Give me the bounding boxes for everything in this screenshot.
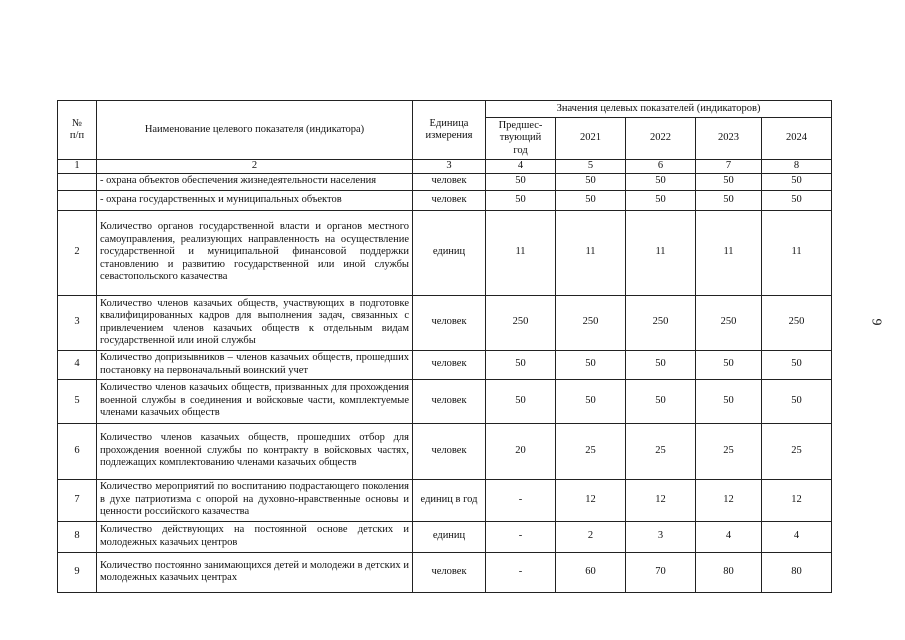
row-value: 25 bbox=[696, 423, 762, 479]
row-value: 12 bbox=[556, 479, 626, 521]
header-year: 2024 bbox=[762, 118, 832, 160]
row-unit: человек bbox=[413, 379, 486, 423]
row-unit: человек bbox=[413, 173, 486, 190]
table-row bbox=[58, 210, 832, 295]
table-row bbox=[58, 295, 832, 350]
row-value: 50 bbox=[626, 190, 696, 210]
row-value: 4 bbox=[762, 521, 832, 552]
row-unit: человек bbox=[413, 190, 486, 210]
row-num: 6 bbox=[58, 423, 97, 479]
table-row bbox=[58, 479, 832, 521]
header-values-group: Значения целевых показателей (индикаторов) bbox=[486, 101, 832, 118]
row-value: 25 bbox=[626, 423, 696, 479]
row-name: Количество допризывников – членов казачьих обществ, прошедших постановку на первоначальный воинский учет bbox=[97, 350, 413, 379]
row-value: - bbox=[486, 521, 556, 552]
table-row bbox=[58, 552, 832, 592]
header-year: 2023 bbox=[696, 118, 762, 160]
row-num: 7 bbox=[58, 479, 97, 521]
row-value: 80 bbox=[762, 552, 832, 592]
header-year: 2021 bbox=[556, 118, 626, 160]
header-name: Наименование целевого показателя (индикатора) bbox=[97, 101, 413, 160]
index-cell: 2 bbox=[97, 160, 413, 174]
row-name: - охрана объектов обеспечения жизнедеятельности населения bbox=[97, 173, 413, 190]
table-row bbox=[58, 350, 832, 379]
row-value: 250 bbox=[486, 295, 556, 350]
row-value: 11 bbox=[626, 210, 696, 295]
row-unit: человек bbox=[413, 423, 486, 479]
header-unit: Единица измерения bbox=[413, 101, 486, 160]
row-unit: единиц bbox=[413, 210, 486, 295]
row-unit: человек bbox=[413, 350, 486, 379]
row-unit: единиц bbox=[413, 521, 486, 552]
row-name: - охрана государственных и муниципальных объектов bbox=[97, 190, 413, 210]
row-value: 50 bbox=[626, 173, 696, 190]
header-row-top bbox=[58, 101, 832, 118]
row-value: 4 bbox=[696, 521, 762, 552]
row-value: 20 bbox=[486, 423, 556, 479]
row-value: 70 bbox=[626, 552, 696, 592]
row-num: 4 bbox=[58, 350, 97, 379]
row-value: 12 bbox=[762, 479, 832, 521]
row-value: 50 bbox=[556, 350, 626, 379]
row-name: Количество постоянно занимающихся детей и молодежи в детских и молодежных казачьих центрах bbox=[97, 552, 413, 592]
row-value: 50 bbox=[762, 173, 832, 190]
row-value: 50 bbox=[696, 350, 762, 379]
index-cell: 4 bbox=[486, 160, 556, 174]
row-num: 5 bbox=[58, 379, 97, 423]
row-value: 50 bbox=[696, 190, 762, 210]
table-row bbox=[58, 379, 832, 423]
row-value: 80 bbox=[696, 552, 762, 592]
row-unit: человек bbox=[413, 295, 486, 350]
row-value: 50 bbox=[556, 173, 626, 190]
page-number: 9 bbox=[868, 318, 884, 326]
row-num: 2 bbox=[58, 210, 97, 295]
row-value: 50 bbox=[762, 190, 832, 210]
row-num bbox=[58, 190, 97, 210]
row-value: 50 bbox=[696, 379, 762, 423]
row-value: 50 bbox=[762, 379, 832, 423]
row-value: - bbox=[486, 552, 556, 592]
index-cell: 3 bbox=[413, 160, 486, 174]
row-num: 3 bbox=[58, 295, 97, 350]
row-value: 3 bbox=[626, 521, 696, 552]
row-value: 50 bbox=[486, 173, 556, 190]
row-value: 50 bbox=[556, 379, 626, 423]
row-name: Количество органов государственной власти и органов местного самоуправления, реализующих направленность на осуществление государственной и муниципальной финансовой поддержки становлению и развитию государственной или иной службы севастопольского казачества bbox=[97, 210, 413, 295]
row-value: 50 bbox=[486, 350, 556, 379]
row-name: Количество мероприятий по воспитанию подрастающего поколения в духе патриотизма с опорой на духовно-нравственные основы и ценности российского казачества bbox=[97, 479, 413, 521]
index-cell: 5 bbox=[556, 160, 626, 174]
header-num: № п/п bbox=[58, 101, 97, 160]
table-row bbox=[58, 521, 832, 552]
index-cell: 7 bbox=[696, 160, 762, 174]
row-value: 11 bbox=[696, 210, 762, 295]
row-value: 50 bbox=[486, 190, 556, 210]
row-num: 9 bbox=[58, 552, 97, 592]
row-value: 12 bbox=[626, 479, 696, 521]
index-cell: 6 bbox=[626, 160, 696, 174]
row-name: Количество членов казачьих обществ, участвующих в подготовке квалифицированных кадров для выполнения задач, связанных с привлечением членов казачьих обществ к отдельным видам государственной или иной службы bbox=[97, 295, 413, 350]
row-name: Количество членов казачьих обществ, призванных для прохождения военной службы в соединения и войсковые части, комплектуемые членами казачьих обществ bbox=[97, 379, 413, 423]
row-value: 2 bbox=[556, 521, 626, 552]
row-value: 250 bbox=[626, 295, 696, 350]
row-value: 250 bbox=[696, 295, 762, 350]
index-cell: 8 bbox=[762, 160, 832, 174]
row-value: 25 bbox=[556, 423, 626, 479]
row-num: 8 bbox=[58, 521, 97, 552]
row-num bbox=[58, 173, 97, 190]
row-value: 50 bbox=[556, 190, 626, 210]
row-value: 50 bbox=[486, 379, 556, 423]
row-unit: единиц в год bbox=[413, 479, 486, 521]
row-value: 11 bbox=[486, 210, 556, 295]
table-row bbox=[58, 190, 832, 210]
row-value: 50 bbox=[696, 173, 762, 190]
indicators-table bbox=[57, 100, 832, 593]
row-value: 250 bbox=[556, 295, 626, 350]
row-value: 25 bbox=[762, 423, 832, 479]
row-value: 11 bbox=[762, 210, 832, 295]
row-name: Количество действующих на постоянной основе детских и молодежных казачьих центров bbox=[97, 521, 413, 552]
table-row bbox=[58, 423, 832, 479]
row-value: 60 bbox=[556, 552, 626, 592]
row-unit: человек bbox=[413, 552, 486, 592]
index-row bbox=[58, 160, 832, 174]
row-value: 250 bbox=[762, 295, 832, 350]
row-value: - bbox=[486, 479, 556, 521]
indicators-table-body bbox=[58, 101, 832, 593]
header-year: Предшес- твующий год bbox=[486, 118, 556, 160]
header-year: 2022 bbox=[626, 118, 696, 160]
row-value: 12 bbox=[696, 479, 762, 521]
index-cell: 1 bbox=[58, 160, 97, 174]
row-value: 11 bbox=[556, 210, 626, 295]
row-value: 50 bbox=[762, 350, 832, 379]
table-row bbox=[58, 173, 832, 190]
row-value: 50 bbox=[626, 350, 696, 379]
row-value: 50 bbox=[626, 379, 696, 423]
row-name: Количество членов казачьих обществ, прошедших отбор для прохождения военной службы по контракту в войсковых частях, подлежащих комплектованию членами казачьих обществ bbox=[97, 423, 413, 479]
